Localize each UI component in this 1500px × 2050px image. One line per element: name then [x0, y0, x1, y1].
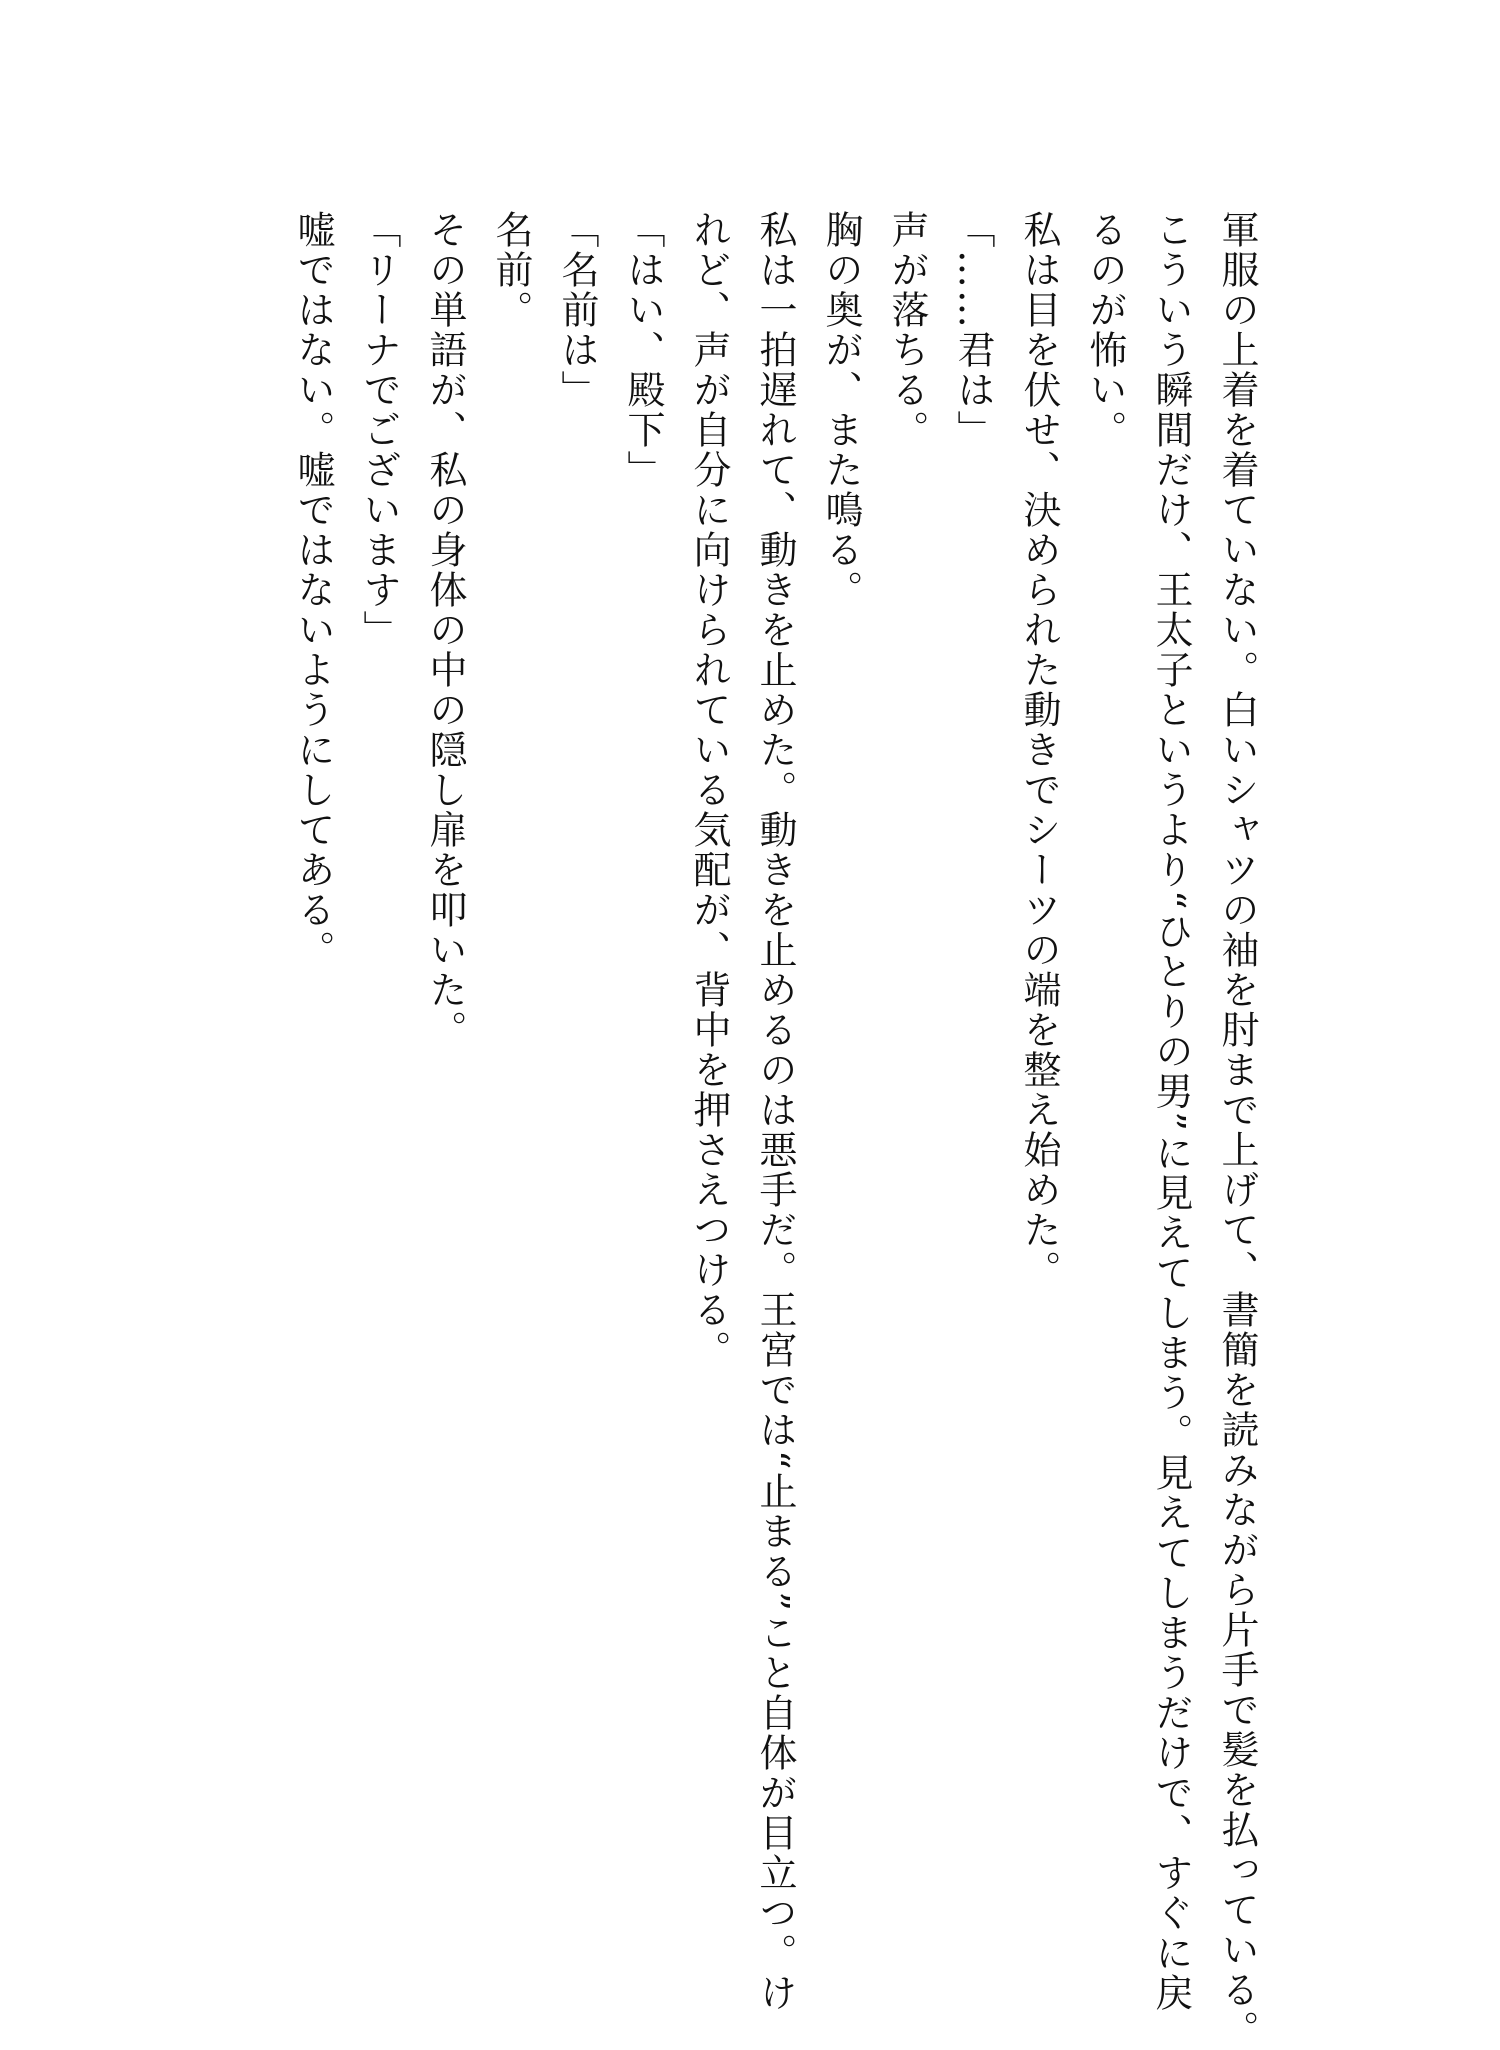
text-line: 「……君は」: [951, 210, 995, 450]
text-line: 嘘ではない。嘘ではないようにしてある。: [291, 210, 335, 970]
text-line: 声が落ちる。: [885, 210, 929, 450]
text-line: 私は一拍遅れて、動きを止めた。動きを止めるのは悪手だ。王宮では“止まる”こと自体が目立つ。け: [753, 210, 797, 2013]
text-line: 名前。: [489, 210, 533, 330]
text-line: れど、声が自分に向けられている気配が、背中を押さえつける。: [687, 210, 731, 1370]
text-line: 軍服の上着を着ていない。白いシャツの袖を肘まで上げて、書簡を読みながら片手で髪を払っている。: [1215, 210, 1259, 2050]
text-line: その単語が、私の身体の中の隠し扉を叩いた。: [423, 210, 467, 1050]
text-line: 「リーナでございます」: [357, 210, 401, 650]
text-line: 私は目を伏せ、決められた動きでシーツの端を整え始めた。: [1017, 210, 1061, 1290]
text-line: 「名前は」: [555, 210, 599, 410]
text-line: るのが怖い。: [1083, 210, 1127, 450]
text-line: 「はい、殿下」: [621, 210, 665, 490]
text-line: こういう瞬間だけ、王太子というより“ひとりの男”に見えてしまう。見えてしまうだけで、すぐに戻: [1149, 210, 1193, 2013]
text-line: 胸の奥が、また鳴る。: [819, 210, 863, 610]
vertical-text-body: [280, 210, 1270, 2050]
